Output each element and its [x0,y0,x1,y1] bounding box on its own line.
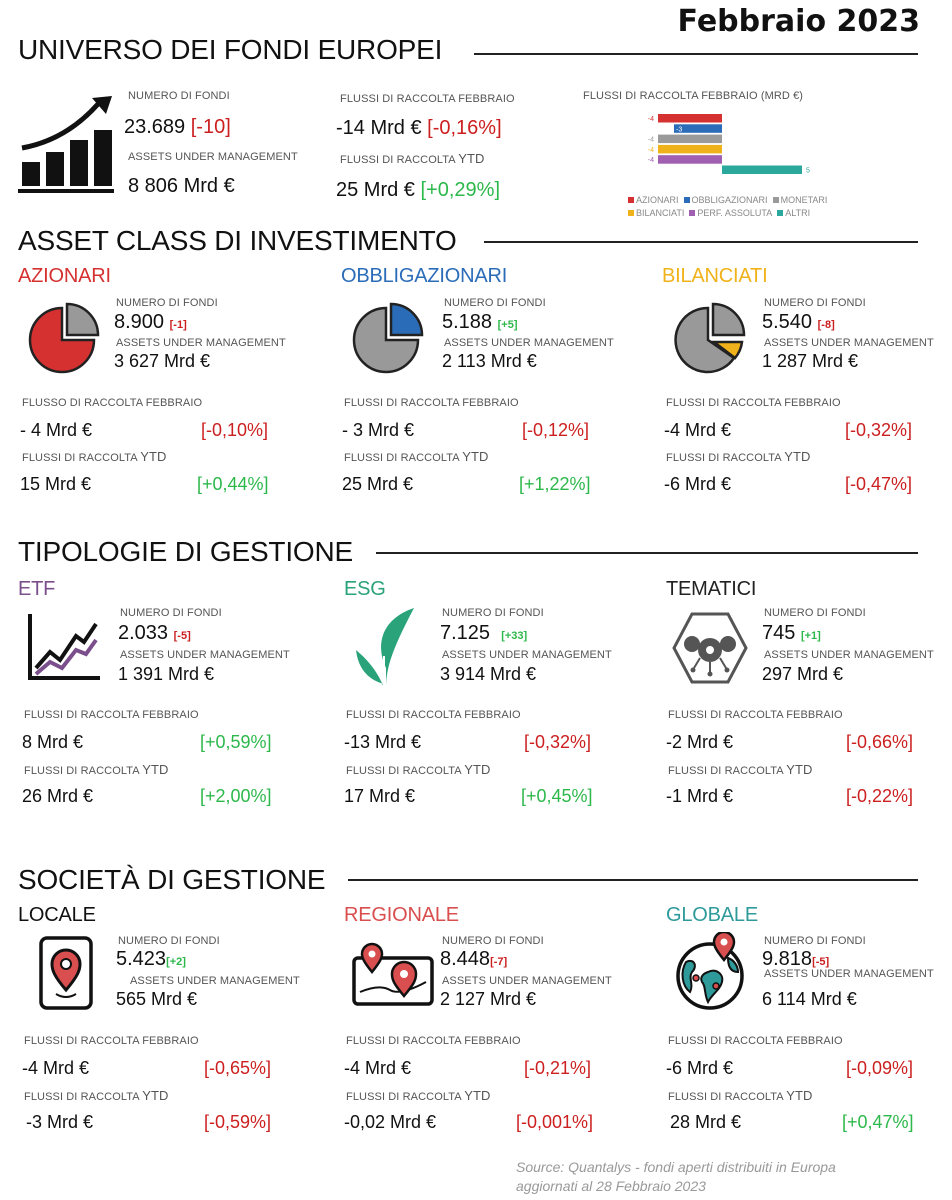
growth-chart-icon [16,94,116,194]
source-note [516,1158,936,1196]
esg-aum: 3 914 Mrd € [440,664,537,684]
bilanciati-aum: 1 287 Mrd € [762,351,859,371]
tematici-aum-label: ASSETS UNDER MANAGEMENT [764,649,934,661]
globale-flow-delta: [-0,09%] [846,1058,914,1078]
source-line-1: Source: Quantalys - fondi aperti distribuiti in Europa [516,1159,836,1175]
chart-title: FLUSSI DI RACCOLTA FEBBRAIO (MRD €) [583,90,804,102]
universe-flow-month-delta: [-0,16%] [427,117,502,139]
tematici-ytd-label: FLUSSI DI RACCOLTA YTD [668,762,813,777]
tematici-ytd-delta: [-0,22%] [846,786,914,806]
esg-ytd-label: FLUSSI DI RACCOLTA YTD [346,762,491,777]
obbligazionari-ytd-label: FLUSSI DI RACCOLTA YTD [344,449,489,464]
bar-label-5: 5 [806,167,810,175]
globale-ytd-delta: [+0,47%] [842,1112,914,1132]
etf-num-label: NUMERO DI FONDI [120,607,222,619]
tematici-num: 745 [762,622,796,644]
azionari-ytd-delta: [+0,44%] [197,474,269,494]
etf-ytd: 26 Mrd € [22,786,94,806]
obbligazionari-flow: - 3 Mrd € [342,420,415,440]
flows-bar-chart [600,108,840,180]
bilanciati-flow-delta: [-0,32%] [845,420,913,440]
bilanciati-ytd-delta: [-0,47%] [845,474,913,494]
etf-aum: 1 391 Mrd € [118,664,215,684]
esg-flow: -13 Mrd € [344,732,422,752]
etf-flow-label: FLUSSI DI RACCOLTA FEBBRAIO [24,709,199,721]
locale-aum-label: ASSETS UNDER MANAGEMENT [130,975,300,987]
locale-aum: 565 Mrd € [116,989,198,1009]
etf-ytd-label: FLUSSI DI RACCOLTA YTD [24,762,169,777]
tematici-aum: 297 Mrd € [762,664,844,684]
legend-obbligazionari: OBBLIGAZIONARI [691,195,768,205]
tematici-num-delta: [+1] [800,630,821,642]
universe-aum-label: ASSETS UNDER MANAGEMENT [128,151,298,163]
globale-num-label: NUMERO DI FONDI [764,935,866,947]
category-tematici: TEMATICI [666,578,757,600]
map-pin-icon [38,934,94,1012]
locale-ytd-delta: [-0,59%] [204,1112,272,1132]
esg-ytd: 17 Mrd € [344,786,416,806]
globale-aum: 6 114 Mrd € [762,989,857,1009]
category-regionale: REGIONALE [344,904,459,926]
locale-flow-delta: [-0,65%] [204,1058,272,1078]
azionari-ytd-label: FLUSSI DI RACCOLTA YTD [22,449,167,464]
chart-legend-row1 [628,195,827,205]
bar-label-2: -4 [647,136,654,144]
esg-aum-label: ASSETS UNDER MANAGEMENT [442,649,612,661]
pie-bilanciati-icon [672,300,748,376]
globale-num: 9.818 [762,948,813,970]
etf-num-delta: [-5] [173,630,191,642]
bar-perf-assoluta [658,155,722,164]
globale-flow-label: FLUSSI DI RACCOLTA FEBBRAIO [668,1035,843,1047]
universe-title: UNIVERSO DEI FONDI EUROPEI [18,34,443,65]
category-locale: LOCALE [18,904,96,926]
globale-ytd-label: FLUSSI DI RACCOLTA YTD [668,1088,813,1103]
category-esg: ESG [344,578,386,600]
category-etf: ETF [18,578,56,600]
companies-divider [348,879,918,881]
esg-num-label: NUMERO DI FONDI [442,607,544,619]
universe-num-label: NUMERO DI FONDI [128,90,230,102]
etf-num: 2.033 [118,622,169,644]
globale-ytd: 28 Mrd € [670,1112,742,1132]
tematici-flow: -2 Mrd € [666,732,734,752]
azionari-aum: 3 627 Mrd € [114,351,211,371]
universe-num-funds: 23.689 [124,116,186,138]
azionari-flow: - 4 Mrd € [20,420,93,440]
bilanciati-flow: -4 Mrd € [664,420,732,440]
management-divider [376,552,918,554]
category-azionari: AZIONARI [18,265,111,287]
tematici-ytd: -1 Mrd € [666,786,734,806]
bar-label-4: -4 [647,157,654,165]
obbligazionari-aum-label: ASSETS UNDER MANAGEMENT [444,337,614,349]
locale-num-label: NUMERO DI FONDI [118,935,220,947]
obbligazionari-ytd-delta: [+1,22%] [519,474,591,494]
etf-aum-label: ASSETS UNDER MANAGEMENT [120,649,290,661]
leaf-icon [354,606,418,690]
legend-bilanciati: BILANCIATI [636,208,685,218]
universe-flow-ytd-label: FLUSSI DI RACCOLTA YTD [340,151,485,166]
locale-flow-label: FLUSSI DI RACCOLTA FEBBRAIO [24,1035,199,1047]
esg-flow-label: FLUSSI DI RACCOLTA FEBBRAIO [346,709,521,721]
thematic-network-icon [670,610,750,686]
bar-label-0: -4 [647,116,654,123]
esg-num: 7.125 [440,622,491,644]
locale-num: 5.423 [116,948,167,970]
obbligazionari-ytd: 25 Mrd € [342,474,414,494]
universe-flow-ytd-delta: [+0,29%] [420,179,501,201]
tematici-flow-delta: [-0,66%] [846,732,914,752]
regionale-num-label: NUMERO DI FONDI [442,935,544,947]
universe-aum: 8 806 Mrd € [128,175,235,197]
universe-flow-ytd: 25 Mrd € [336,179,415,201]
bilanciati-num: 5.540 [762,311,813,333]
locale-num-delta: [+2] [166,956,186,968]
category-obbligazionari: OBBLIGAZIONARI [341,265,508,287]
tematici-flow-label: FLUSSI DI RACCOLTA FEBBRAIO [668,709,843,721]
globale-num-delta: [-5] [812,956,830,968]
regionale-ytd-label: FLUSSI DI RACCOLTA YTD [346,1088,491,1103]
universe-flow-month: -14 Mrd € [336,117,422,139]
legend-azionari: AZIONARI [636,195,679,205]
source-line-2: aggiornati al 28 Febbraio 2023 [516,1178,706,1194]
bilanciati-aum-label: ASSETS UNDER MANAGEMENT [764,337,934,349]
management-title: TIPOLOGIE DI GESTIONE [18,536,353,567]
azionari-num: 8.900 [114,311,165,333]
esg-flow-delta: [-0,32%] [524,732,592,752]
regionale-num-delta: [-7] [490,956,508,968]
legend-perf-assoluta: PERF. ASSOLUTA [697,208,773,218]
locale-flow: -4 Mrd € [22,1058,90,1078]
regionale-aum: 2 127 Mrd € [440,989,537,1009]
pie-obbligazionari-icon [350,300,426,376]
bilanciati-ytd-label: FLUSSI DI RACCOLTA YTD [666,449,811,464]
regionale-flow: -4 Mrd € [344,1058,412,1078]
obbligazionari-num-delta: [+5] [497,319,518,331]
bilanciati-ytd: -6 Mrd € [664,474,732,494]
bar-bilanciati [658,145,722,154]
legend-monetari: MONETARI [780,195,828,205]
regionale-aum-label: ASSETS UNDER MANAGEMENT [442,975,612,987]
obbligazionari-flow-delta: [-0,12%] [522,420,590,440]
bar-monetari [658,135,722,144]
bilanciati-num-label: NUMERO DI FONDI [764,297,866,309]
etf-ytd-delta: [+2,00%] [200,786,272,806]
obbligazionari-num-label: NUMERO DI FONDI [444,297,546,309]
etf-flow: 8 Mrd € [22,732,84,752]
azionari-aum-label: ASSETS UNDER MANAGEMENT [116,337,286,349]
asset-class-divider [484,241,918,243]
regionale-ytd-delta: [-0,001%] [516,1112,594,1132]
report-month: Febbraio 2023 [677,4,920,39]
locale-ytd-label: FLUSSI DI RACCOLTA YTD [24,1088,169,1103]
regionale-ytd: -0,02 Mrd € [344,1112,437,1132]
bilanciati-flow-label: FLUSSI DI RACCOLTA FEBBRAIO [666,397,841,409]
obbligazionari-flow-label: FLUSSI DI RACCOLTA FEBBRAIO [344,397,519,409]
bar-label-1: -3 [676,126,683,134]
azionari-num-delta: [-1] [169,319,187,331]
bar-label-3: -4 [647,146,654,154]
map-pins-icon [350,938,436,1008]
bar-altri [722,166,802,175]
asset-class-title: ASSET CLASS DI INVESTIMENTO [18,225,457,256]
category-bilanciati: BILANCIATI [662,265,768,287]
azionari-flow-label: FLUSSO DI RACCOLTA FEBBRAIO [22,397,203,409]
bar-azionari [658,114,722,123]
pie-azionari-icon [26,300,102,376]
obbligazionari-num: 5.188 [442,311,493,333]
universe-divider [474,53,918,55]
esg-num-delta: [+33] [501,630,528,642]
globale-aum-label: ASSETS UNDER MANAGEMENT [764,968,934,980]
azionari-ytd: 15 Mrd € [20,474,92,494]
tematici-num-label: NUMERO DI FONDI [764,607,866,619]
companies-title: SOCIETÀ DI GESTIONE [18,864,326,895]
etf-line-chart-icon [26,612,102,682]
regionale-flow-delta: [-0,21%] [524,1058,592,1078]
azionari-flow-delta: [-0,10%] [201,420,269,440]
esg-ytd-delta: [+0,45%] [521,786,593,806]
regionale-num: 8.448 [440,948,491,970]
legend-altri: ALTRI [785,208,811,218]
globale-flow: -6 Mrd € [666,1058,734,1078]
category-globale: GLOBALE [666,904,758,926]
locale-ytd: -3 Mrd € [26,1112,94,1132]
etf-flow-delta: [+0,59%] [200,732,272,752]
universe-num-delta: [-10] [190,116,231,138]
chart-legend-row2 [628,208,810,218]
globe-pin-icon [672,932,752,1012]
azionari-num-label: NUMERO DI FONDI [116,297,218,309]
bilanciati-num-delta: [-8] [817,319,835,331]
universe-flow-month-label: FLUSSI DI RACCOLTA FEBBRAIO [340,93,515,105]
obbligazionari-aum: 2 113 Mrd € [442,351,537,371]
regionale-flow-label: FLUSSI DI RACCOLTA FEBBRAIO [346,1035,521,1047]
